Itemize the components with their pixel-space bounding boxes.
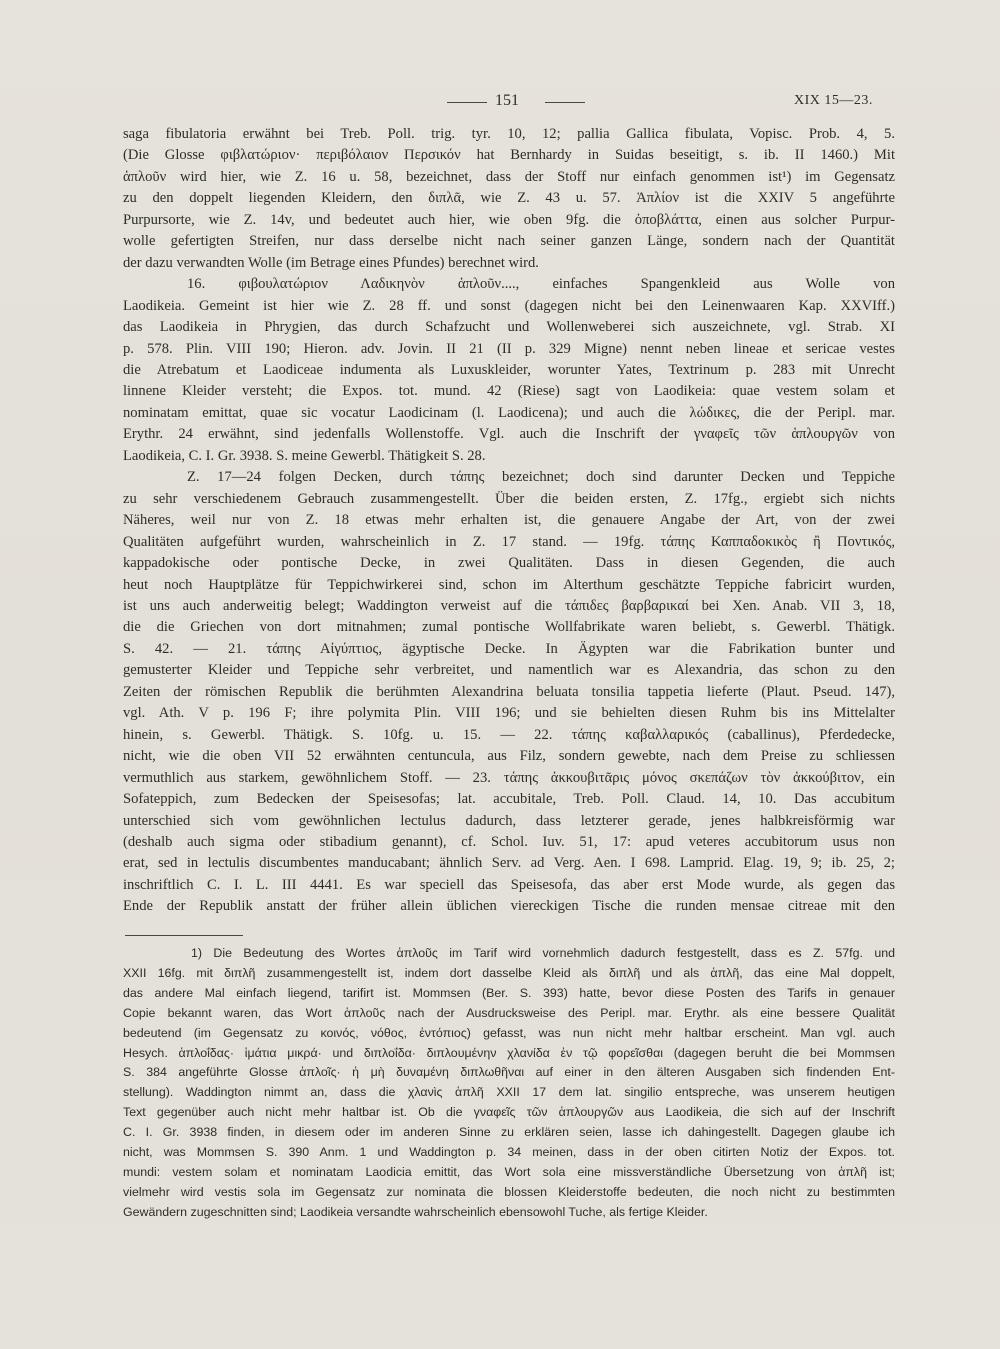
footnote-line: Hesych. ἁπλοΐδας· ἱμάτια μικρά· und διπλοΐδα· διπλουμένην χλανίδα ἐν τῷ φορεῖσθαι (dagegen beruht die bei Mommsen: [123, 1045, 895, 1060]
running-head: XIX 15—23.: [794, 93, 873, 108]
text-line: vermuthlich aus starkem, gewöhnlichem Stoff. — 23. τάπης ἀκκουβιτᾶρις μόνος σκεπάζων τὸν ἀκκούβιτον, ein: [123, 769, 895, 786]
text-line: heut noch Hauptplätze für Teppichwirkerei sind, schon im Alterthum geschätzte Teppiche fabricirt wurden,: [123, 576, 895, 593]
text-line: gemusterter Kleider und Teppiche sehr verbreitet, und namentlich war es Alexandria, das schon zu den: [123, 662, 895, 679]
text-line: ἁπλοῦν wird hier, wie Z. 16 u. 58, bezeichnet, dass der Stoff nur einfach genommen ist¹) im Gegensatz: [123, 168, 895, 185]
text-line: inschriftlich C. I. L. III 4441. Es war speciell das Speisesofa, das aber erst Mode wurde, als gegen das: [123, 876, 895, 893]
header-rule-left: [447, 102, 487, 103]
text-line: ist uns auch anderweitig belegt; Waddington verweist auf die τάπιδες βαρβαρικαί bei Xen. Anab. VII 3, 18,: [123, 597, 895, 614]
text-line: Laodikeia, C. I. Gr. 3938. S. meine Gewerbl. Thätigkeit S. 28.: [123, 447, 486, 464]
header-rule-right: [545, 102, 585, 103]
text-line: nominatam emittat, quae sic vocatur Laodicinam (l. Laodicena); und auch die λώδικες, die der Peripl. mar.: [123, 404, 895, 421]
text-line: vgl. Ath. V p. 196 F; ihre polymita Plin. VIII 196; und sie behielten diesen Ruhm bis ins Mittelalter: [123, 705, 895, 722]
footnote-divider: [125, 935, 243, 936]
text-line: das Laodikeia in Phrygien, das durch Schafzucht und Wollenweberei sich auszeichnete, vgl. Strab. XI: [123, 319, 895, 336]
text-line: Erythr. 24 erwähnt, sind jedenfalls Wollenstoffe. Vgl. auch die Inschrift der γναφεῖς τῶν ἁπλουργῶν von: [123, 426, 895, 443]
text-line: kappadokische oder pontische Decke, in zwei Qualitäten. Dass in diesen Gegenden, die auch: [123, 555, 895, 572]
page-number: 151: [495, 92, 519, 109]
main-text: [123, 124, 895, 918]
text-line: Zeiten der römischen Republik die berühmten Alexandrina beluata tonsilia tappetia lieferte (Plaut. Pseud. 147),: [123, 683, 895, 700]
text-line: (Die Glosse φιβλατώριον· περιβόλαιον Περσικόν hat Bernhardy in Suidas beseitigt, s. ib. II 1460.) Mit: [123, 147, 895, 164]
text-line: nicht, wie die oben VII 52 erwähnten centuncula, aus Filz, sondern gewebte, nach dem Preise zu schliessen: [123, 748, 895, 765]
text-line: die die Griechen von dort mitnahmen; zumal pontische Wollfabrikate waren beliebt, s. Gewerbl. Thätigk.: [123, 619, 895, 636]
text-line: linnene Kleider versteht; die Expos. tot. mund. 42 (Riese) sagt von Laodikeia: quae vestem solam et: [123, 383, 895, 400]
text-line: Purpursorte, wie Z. 14v, und bedeutet auch hier, wie oben 9fg. die ὀποβλάττα, einen aus solcher Purpur-: [123, 211, 895, 228]
text-line: zu den doppelt liegenden Kleidern, den διπλᾶ, wie Z. 43 u. 57. Ἁπλίον ist die XXIV 5 angeführte: [123, 190, 895, 207]
text-line: Z. 17—24 folgen Decken, durch τάπης bezeichnet; doch sind darunter Decken und Teppiche: [187, 469, 895, 486]
text-line: hinein, s. Gewerbl. Thätigk. S. 10fg. u. 15. — 22. τάπης καβαλλαρικός (caballinus), Pferdedecke,: [123, 726, 895, 743]
text-line: der dazu verwandten Wolle (im Betrage eines Pfundes) berechnet wird.: [123, 254, 539, 271]
footnote-line: mundi: vestem solam et nominatam Laodicia emittit, das Wort sola eine missverständliche Übersetzung von ἁπλῆ ist;: [123, 1164, 895, 1179]
text-line: die Atrebatum et Laodiceae indumenta als Luxuskleider, worunter Yates, Textrinum p. 283 mit Unrecht: [123, 361, 895, 378]
text-line: Qualitäten aufgeführt wurden, wahrscheinlich in Z. 17 stand. — 19fg. τάπης Καππαδοκικὸς ἢ Ποντικός,: [123, 533, 895, 550]
text-line: p. 578. Plin. VIII 190; Hieron. adv. Jovin. II 21 (II p. 329 Migne) nennt neben lineae et sericae vestes: [123, 340, 895, 357]
footnote-line: Copie bekannt waren, das Wort ἁπλοῦς nach der Ausdrucksweise des Peripl. mar. Erythr. als eine bessere Qualität: [123, 1005, 895, 1020]
footnote-line: XXII 16fg. mit διπλῆ zusammengestellt ist, indem dort dasselbe Kleid als διπλῆ und als ἁπλῆ, das eine Mal doppelt,: [123, 965, 895, 980]
text-line: wolle gefertigten Streifen, nur dass derselbe nicht nach seiner ganzen Länge, sondern nach der Quantität: [123, 233, 895, 250]
footnote-line: stellung). Waddington nimmt an, dass die χλανὶς ἁπλῆ XXII 17 dem lat. singilio entspreche, was unserem heutigen: [123, 1085, 895, 1100]
text-line: unterschied sich vom gewöhnlichen lectulus dadurch, dass letzterer gerade, jenes halbkreisförmig war: [123, 812, 895, 829]
footnote-line: Gewändern zugeschnitten sind; Laodikeia versandte wahrscheinlich ebensowohl Tuche, als fertige Kleider.: [123, 1204, 708, 1219]
text-line: (deshalb auch sigma oder stibadium genannt), cf. Schol. Iuv. 51, 17: apud veteres accubitorum usus non: [123, 833, 895, 850]
text-line: Ende der Republik anstatt der früher allein üblichen viereckigen Tische die runden mensae citreae mit den: [123, 898, 895, 915]
footnote-line: bedeutend (im Gegensatz zu κοινός, νόθος, ἐντόπιος) gefasst, was nun nicht mehr haltbar erscheint. Man vgl. auch: [123, 1025, 895, 1040]
footnote-line: das andere Mal einfach liegend, tarifirt ist. Mommsen (Ber. S. 393) hatte, bevor diese Posten des Tarifs in genauer: [123, 985, 895, 1000]
footnote-line: 1) Die Bedeutung des Wortes ἁπλοῦς im Tarif wird vornehmlich dadurch festgestellt, dass es Z. 57fg. und: [191, 946, 895, 960]
footnote-line: nicht, was Mommsen S. 390 Anm. 1 und Waddington p. 34 meinen, dass in der oben citirten Notiz der Expos. tot.: [123, 1145, 895, 1160]
text-line: saga fibulatoria erwähnt bei Treb. Poll. trig. tyr. 10, 12; pallia Gallica fibulata, Vopisc. Prob. 4, 5.: [123, 126, 895, 142]
text-line: zu sehr verschiedenem Gebrauch zusammengestellt. Über die beiden ersten, Z. 17fg., ergiebt sich nichts: [123, 490, 895, 507]
footnote-line: vielmehr wird vestis sola im Gegensatz zur nominata die blossen Kleiderstoffe bedeuten, die noch nicht zu bestimmten: [123, 1184, 895, 1199]
footnote-line: S. 384 angeführte Glosse ἁπλοῖς· ἡ μὴ δυναμένη διπλωθῆναι auf einer in den älteren Ausgaben sich findenden Ent-: [123, 1065, 895, 1080]
text-line: Laodikeia. Gemeint ist hier wie Z. 28 ff. und sonst (dagegen nicht bei den Leinenwaaren Kap. XXVIff.): [123, 297, 895, 314]
text-line: S. 42. — 21. τάπης Αἰγύπτιος, ägyptische Decke. In Ägypten war die Fabrikation bunter und: [123, 640, 895, 657]
footnote-line: Text gegenüber auch nicht mehr haltbar ist. Ob die γναφεῖς τῶν ἁπλουργῶν aus Laodikeia, die sich auf der Inschrift: [123, 1105, 895, 1120]
page-header: [0, 92, 1000, 114]
footnotes: [123, 944, 895, 1223]
text-line: 16. φιβουλατώριον Λαδικηνὸν ἁπλοῦν...., einfaches Spangenkleid aus Wolle von: [187, 276, 895, 293]
text-line: Näheres, weil nur von Z. 18 etwas mehr erhalten ist, die genauere Angabe der Art, von der zwei: [123, 512, 895, 529]
text-line: Sofateppich, zum Bedecken der Speisesofas; lat. accubitale, Treb. Poll. Claud. 14, 10. Das accubitum: [123, 791, 895, 808]
footnote-line: C. I. Gr. 3938 finden, in diesem oder im anderen Sinne zu erklären seien, lasse ich dahingestellt. Dagegen glaube ich: [123, 1125, 895, 1140]
text-line: erat, sed in lectulis discumbentes manducabant; ähnlich Serv. ad Verg. Aen. I 698. Lamprid. Elag. 19, 9; ib. 25, 2;: [123, 855, 895, 872]
